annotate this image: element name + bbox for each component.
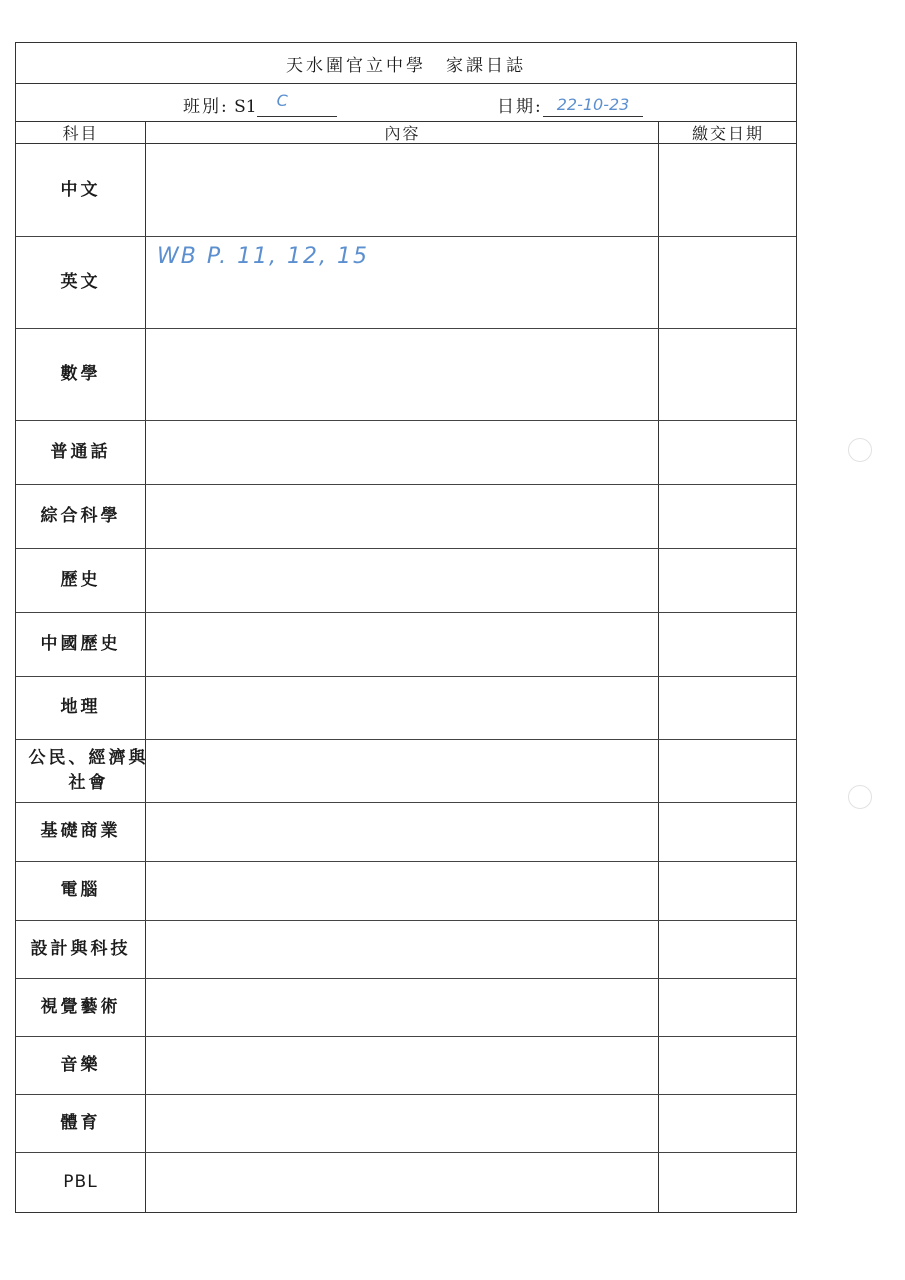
- punch-hole-mark: [848, 785, 872, 809]
- subject-row: [16, 484, 796, 549]
- meta-row: [16, 83, 796, 122]
- punch-hole-mark: [848, 438, 872, 462]
- due-date-cell[interactable]: [660, 548, 796, 612]
- header-content: 內容: [384, 123, 421, 143]
- subject-row: [16, 144, 796, 237]
- subject-row: [16, 328, 796, 421]
- due-date-cell[interactable]: [660, 328, 796, 420]
- subject-name: 中國歷史: [40, 633, 121, 654]
- homework-handwritten: WB P. 11, 12, 15: [157, 244, 370, 269]
- due-date-cell[interactable]: [660, 978, 796, 1036]
- date-field: [497, 92, 643, 117]
- date-blank[interactable]: [543, 96, 643, 117]
- content-cell[interactable]: [147, 802, 658, 861]
- subject-name: 體育: [60, 1112, 101, 1133]
- due-date-cell[interactable]: [660, 739, 796, 802]
- due-date-cell[interactable]: [660, 861, 796, 920]
- header-subject: 科目: [62, 123, 99, 143]
- header-row: [16, 121, 796, 144]
- class-prefix: S1: [234, 97, 257, 117]
- content-cell[interactable]: [147, 920, 658, 978]
- subject-row: [16, 802, 796, 862]
- subject-name: 視覺藝術: [40, 996, 121, 1017]
- subject-name: 數學: [60, 363, 101, 384]
- content-cell[interactable]: [147, 144, 658, 236]
- due-date-cell[interactable]: [660, 236, 796, 328]
- subject-name: 公民、經濟與社會: [28, 747, 149, 793]
- subject-name: 音樂: [60, 1054, 101, 1075]
- content-cell[interactable]: [147, 548, 658, 612]
- subject-name: 地理: [60, 697, 101, 717]
- due-date-cell[interactable]: [660, 144, 796, 236]
- subject-name: 普通話: [50, 441, 111, 462]
- subject-row: [16, 548, 796, 613]
- content-cell[interactable]: [147, 1036, 658, 1094]
- content-cell[interactable]: [147, 236, 658, 328]
- due-date-cell[interactable]: [660, 676, 796, 739]
- subject-row: [16, 676, 796, 740]
- content-cell[interactable]: [147, 420, 658, 484]
- subject-row: [16, 861, 796, 921]
- subject-name: 電腦: [60, 880, 101, 900]
- subject-row: [16, 1152, 796, 1212]
- class-handwritten: C: [276, 91, 288, 110]
- content-cell[interactable]: [147, 1094, 658, 1152]
- date-label: 日期:: [497, 97, 543, 117]
- due-date-cell[interactable]: [660, 420, 796, 484]
- due-date-cell[interactable]: [660, 1152, 796, 1212]
- subject-row: [16, 1094, 796, 1153]
- class-label: 班別:: [183, 97, 229, 117]
- subject-name: 基礎商業: [40, 821, 121, 841]
- subject-name: PBL: [63, 1171, 98, 1192]
- content-cell[interactable]: [147, 739, 658, 802]
- subject-name: 綜合科學: [40, 505, 121, 526]
- subject-name: 中文: [60, 179, 101, 200]
- date-handwritten: 22-10-23: [556, 95, 630, 114]
- subject-name: 設計與科技: [30, 938, 131, 959]
- subject-row: [16, 920, 796, 979]
- content-cell[interactable]: [147, 484, 658, 548]
- content-cell[interactable]: [147, 612, 658, 676]
- content-cell[interactable]: [147, 861, 658, 920]
- header-due-date: 繳交日期: [691, 123, 764, 143]
- content-cell[interactable]: [147, 676, 658, 739]
- subject-row: [16, 236, 796, 329]
- class-field: [183, 92, 337, 117]
- subject-row: [16, 612, 796, 677]
- subject-row: [16, 1036, 796, 1095]
- subject-row: [16, 978, 796, 1037]
- due-date-cell[interactable]: [660, 484, 796, 548]
- homework-diary-form: [15, 42, 797, 1213]
- due-date-cell[interactable]: [660, 1094, 796, 1152]
- content-cell[interactable]: [147, 978, 658, 1036]
- due-date-cell[interactable]: [660, 1036, 796, 1094]
- class-blank[interactable]: [257, 91, 337, 117]
- subject-name: 歷史: [60, 569, 101, 590]
- subject-name: 英文: [60, 271, 101, 292]
- form-title: 天水圍官立中學 家課日誌: [16, 43, 796, 84]
- due-date-cell[interactable]: [660, 612, 796, 676]
- content-cell[interactable]: [147, 328, 658, 420]
- due-date-cell[interactable]: [660, 920, 796, 978]
- content-cell[interactable]: [147, 1152, 658, 1212]
- subject-row: [16, 420, 796, 485]
- due-date-cell[interactable]: [660, 802, 796, 861]
- subject-row: [16, 739, 796, 803]
